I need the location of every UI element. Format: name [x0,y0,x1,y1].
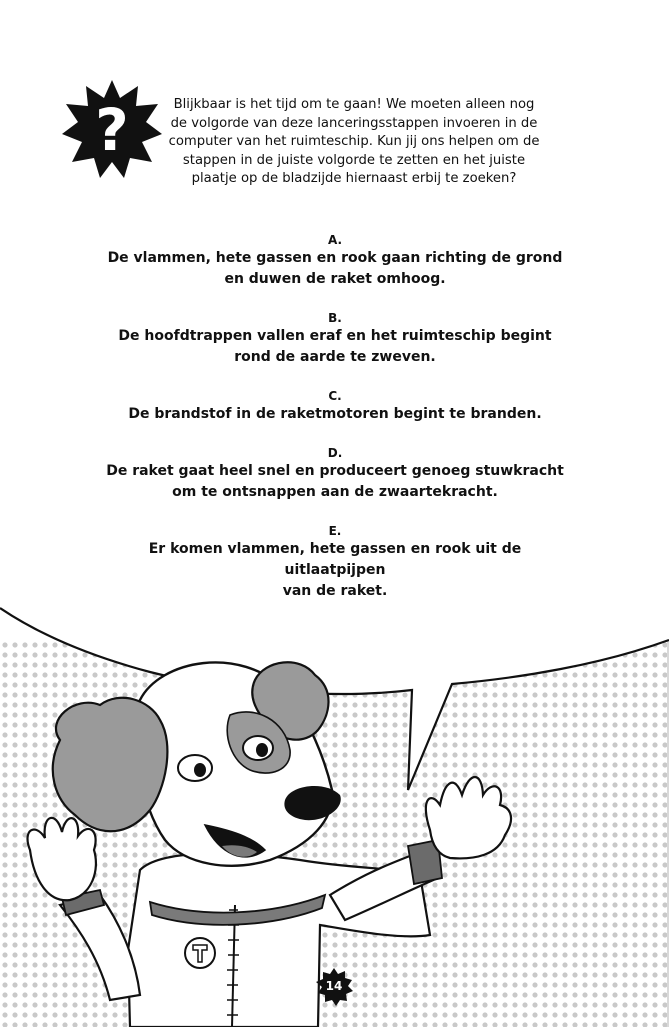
page-number [315,968,353,1006]
page-number-label: 14 [325,979,343,993]
step-d [100,445,570,503]
step-e [100,523,570,602]
intro-text: Blijkbaar is het tijd om te gaan! We moeten alleen nog de volgorde van deze lanceringsstappen invoeren in de computer van het ruimteschip. Kun jij ons helpen om de stappen in de juiste volgorde te zetten en het juiste plaatje op de bladzijde hiernaast erbij te zoeken? [168,97,540,187]
svg-text:?: ? [95,96,129,164]
step-letter: D. [327,446,343,460]
question-mark-icon [62,78,162,178]
step-letter: A. [327,233,343,247]
step-letter: C. [328,389,342,403]
step-c [100,388,570,425]
step-text: De brandstof in de raketmotoren begint te branden. [128,406,542,422]
step-letter: E. [328,524,342,538]
left-hand [28,818,96,900]
step-text: De hoofdtrappen vallen eraf en het ruimteschip begint rond de aarde te zweven. [118,328,552,365]
step-text: De vlammen, hete gassen en rook gaan richting de grond en duwen de raket omhoog. [107,250,563,287]
step-a [100,232,570,290]
step-text: De raket gaat heel snel en produceert genoeg stuwkracht om te ontsnappen aan de zwaartekracht. [106,463,564,500]
step-b [100,310,570,368]
step-text: Er komen vlammen, hete gassen en rook uit de uitlaatpijpen van de raket. [148,541,522,599]
left-ear [53,698,168,831]
step-letter: B. [328,311,342,325]
launch-steps [100,232,570,622]
right-hand [426,777,511,858]
